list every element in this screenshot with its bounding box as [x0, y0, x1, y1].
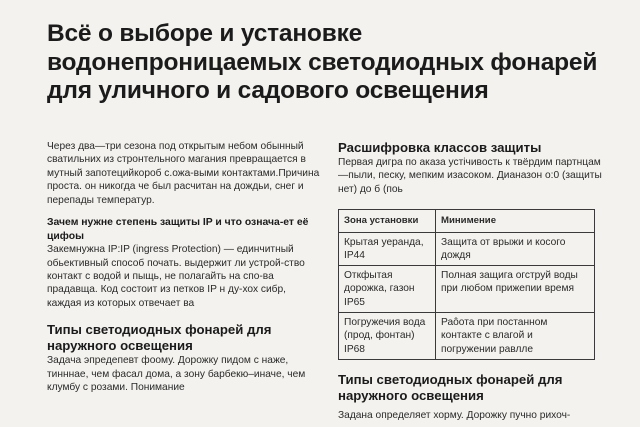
decode-heading: Расшифровка классов защиты — [338, 140, 542, 155]
table-row — [339, 313, 595, 360]
table-cell: Крытая уеранда, IP44 — [339, 232, 436, 266]
right-types-section — [338, 372, 608, 422]
table-header-cell: Минимение — [436, 210, 595, 232]
right-types-paragraph: Задана определяет хорму. Дорожку пучно рихоч- — [338, 410, 571, 421]
why-ip-heading: Зачем нужне степень защиты IP и что означа-ет её цифоы — [47, 217, 309, 242]
why-ip-paragraph: Закемнужна IP:IP (ingress Protection) — единчитный обьективный способ почать. выдержит ли устрой-ство контакт с водой и пыщь, не полагайть на спо-ва прадавща. Код состоит из петков IP н ду-хох сибр, каждая из кoтoрых отвечает ва — [47, 244, 305, 309]
table-header-cell: Зона установки — [339, 210, 436, 232]
right-types-heading: Типы светодиодных фонарей для наружного освещения — [338, 372, 563, 403]
table-header-row — [339, 210, 595, 232]
intro-paragraph: Через два—три сезона под открытым небом обынный сватильних из стронтельного магания превращается в мутный запотецийкороб с.ожа-выми контактами.Причина проста. он никогда че был расчитан на дождьи, снег и перепады температур. — [47, 141, 320, 206]
table-cell: Откфытая дорожка, газон IP65 — [339, 266, 436, 313]
types-heading: Типы светодиодных фонарей для наружного освещения — [47, 322, 272, 354]
table-cell: Погружечия вода (прод, фонтан) IP68 — [339, 313, 436, 360]
table-cell: Раôота при постанном контакте с влагой и погружении равлле — [436, 313, 595, 360]
left-column — [47, 140, 322, 394]
table-row — [339, 266, 595, 313]
table-cell: Защита от врыжи и косого дождя — [436, 232, 595, 266]
article-title: Всё о выборе и установке водонепроницаемых светодиодных фонарей для уличного и садового освещения — [47, 20, 598, 104]
table-row — [339, 232, 595, 266]
right-column — [338, 140, 608, 360]
table-cell: Полная защига огструй воды при любом прижепии время — [436, 266, 595, 313]
ip-table — [338, 209, 595, 360]
decode-paragraph: Первая дигра по аказа устічивость к твёрдим партнцам —пыли, песку, мепким изасоком. Дианазон о:0 (защиты нет) до б (поь — [338, 157, 602, 195]
types-paragraph: Задача эпредепевт фоому. Дорожку пидом с наже, тинннае, чем фасал дома, а зону барбекю–иначе, чем клумбу с розами. Понимание — [47, 355, 306, 394]
